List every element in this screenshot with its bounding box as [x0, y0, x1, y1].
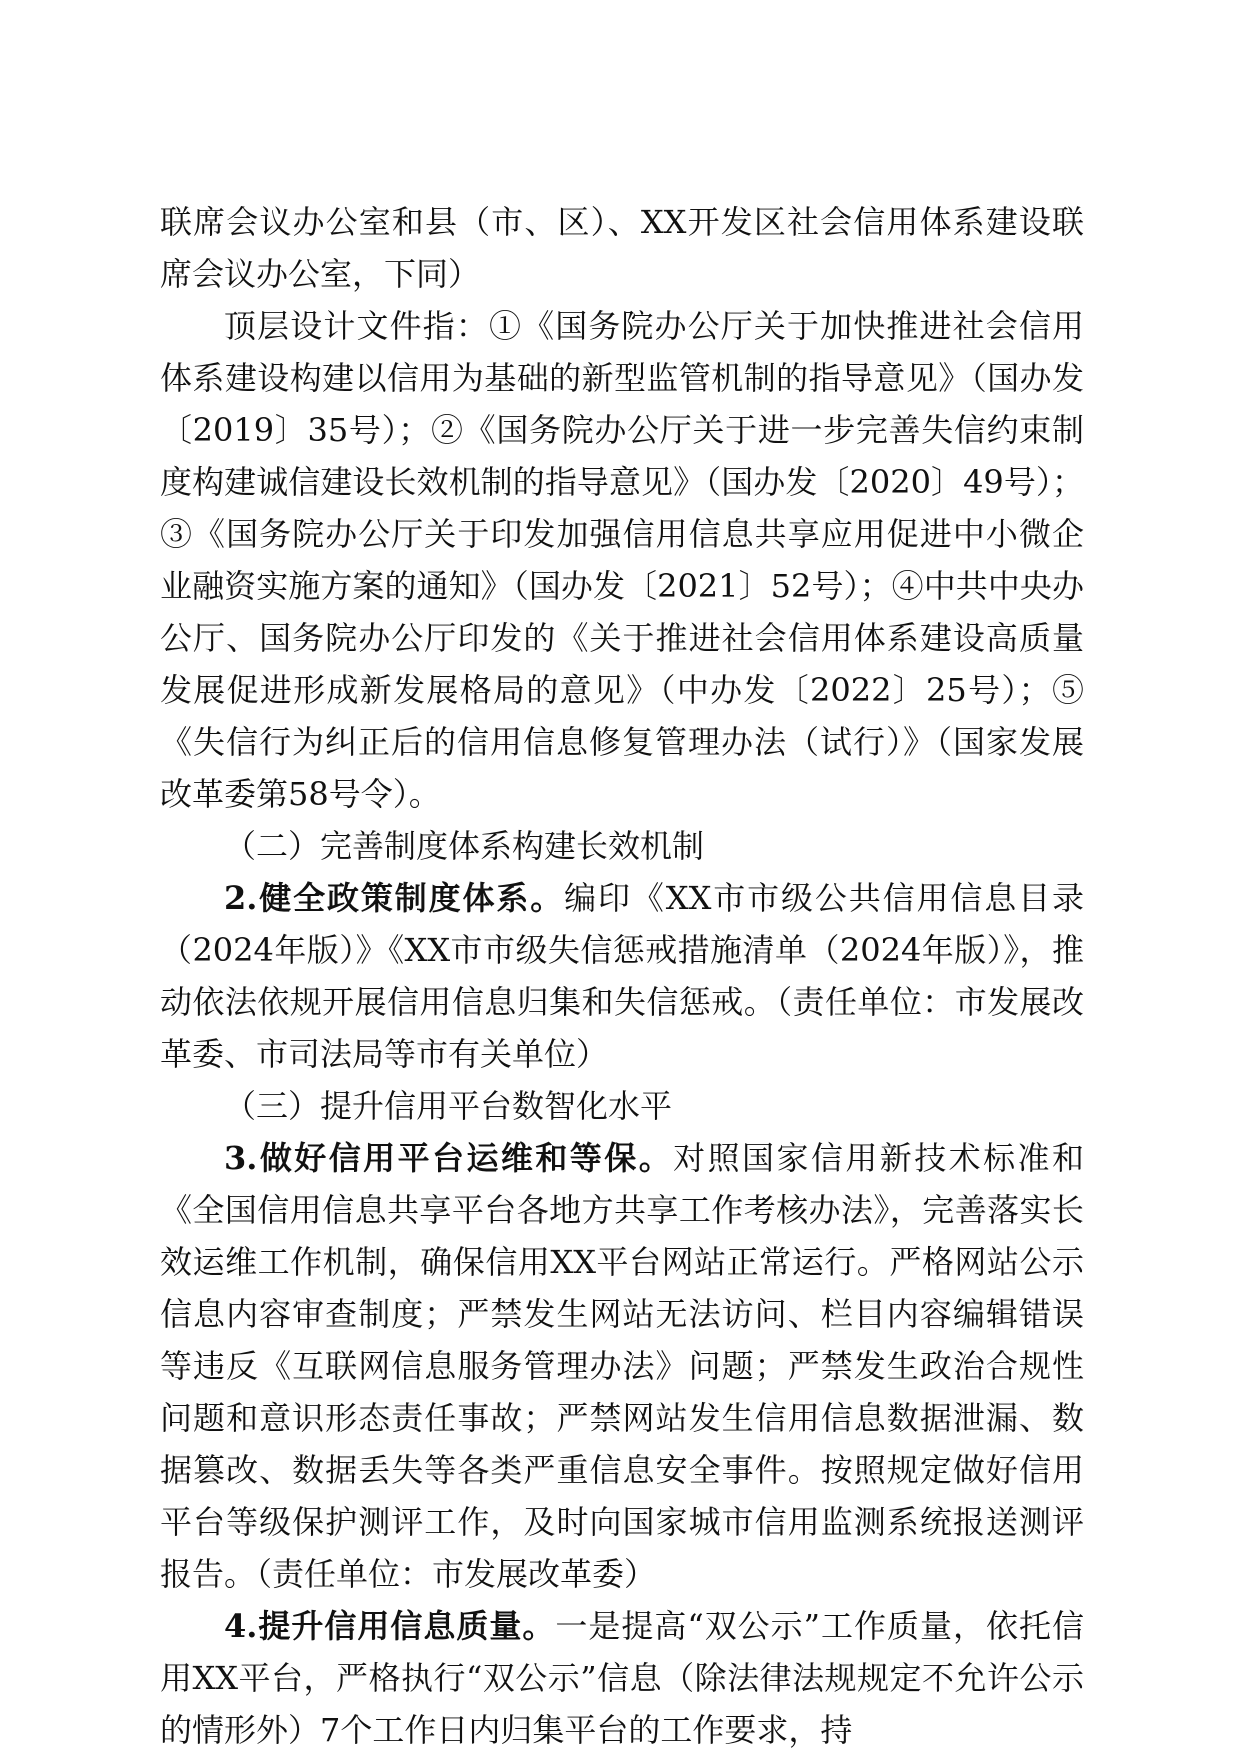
item-3-title: 3.做好信用平台运维和等保。 [224, 1139, 674, 1177]
item-2-title: 2.健全政策制度体系。 [224, 879, 565, 917]
paragraph-continued: 联席会议办公室和县（市、区）、XX开发区社会信用体系建设联席会议办公室，下同） [160, 203, 1084, 293]
item-4 [160, 1600, 1084, 1756]
item-4-title: 4.提升信用信息质量。 [224, 1607, 556, 1645]
section-heading-2: （二）完善制度体系构建长效机制 [224, 827, 705, 865]
item-2-body: 编印《XX市市级公共信用信息目录（2024年版）》《XX市市级失信惩戒措施清单（2024年版）》，推动依法依规开展信用信息归集和失信惩戒。（责任单位：市发展改革委、市司法局等市有关单位） [160, 879, 1084, 1073]
paragraph-top-level-docs: 顶层设计文件指：①《国务院办公厅关于加快推进社会信用体系建设构建以信用为基础的新型监管机制的指导意见》（国办发〔2019〕35号）；②《国务院办公厅关于进一步完善失信约束制度构建诚信建设长效机制的指导意见》（国办发〔2020〕49号）；③《国务院办公厅关于印发加强信用信息共享应用促进中小微企业融资实施方案的通知》（国办发〔2021〕52号）；④中共中央办公厅、国务院办公厅印发的《关于推进社会信用体系建设高质量发展促进形成新发展格局的意见》（中办发〔2022〕25号）；⑤《失信行为纠正后的信用信息修复管理办法（试行）》（国家发展改革委第58号令）。 [160, 307, 1084, 813]
item-2 [160, 872, 1084, 1080]
section-heading-3: （三）提升信用平台数智化水平 [224, 1087, 673, 1125]
document-page [160, 196, 1084, 1756]
item-3-body: 对照国家信用新技术标准和《全国信用信息共享平台各地方共享工作考核办法》，完善落实长效运维工作机制，确保信用XX平台网站正常运行。严格网站公示信息内容审查制度；严禁发生网站无法访问、栏目内容编辑错误等违反《互联网信息服务管理办法》问题；严禁发生政治合规性问题和意识形态责任事故；严禁网站发生信用信息数据泄漏、数据篡改、数据丢失等各类严重信息安全事件。按照规定做好信用平台等级保护测评工作，及时向国家城市信用监测系统报送测评报告。（责任单位：市发展改革委） [160, 1139, 1084, 1593]
item-3 [160, 1132, 1084, 1600]
item-4-body: 一是提高“双公示”工作质量，依托信用XX平台，严格执行“双公示”信息（除法律法规规定不允许公示的情形外）7个工作日内归集平台的工作要求，持 [160, 1607, 1084, 1749]
